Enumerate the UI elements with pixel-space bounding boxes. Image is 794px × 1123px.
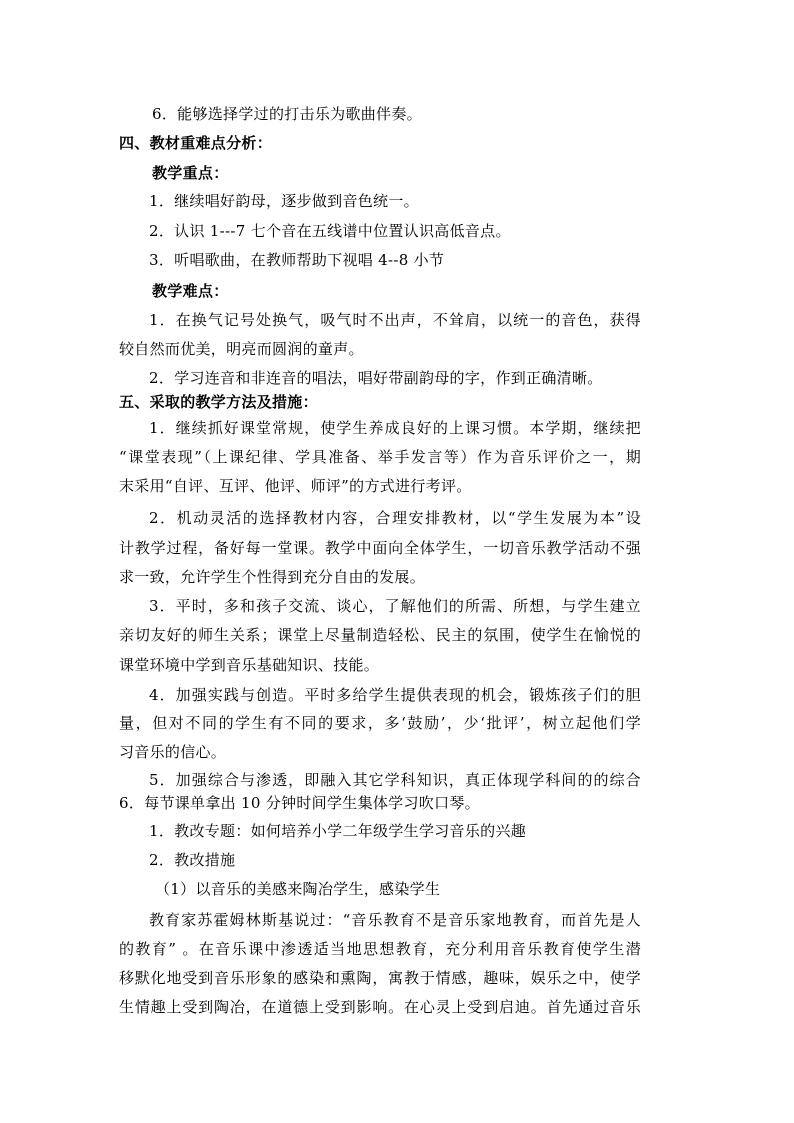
text-line: 较自然而优美，明亮而圆润的童声。 xyxy=(119,340,364,358)
text-line: 6．能够选择学过的打击乐为歌曲伴奏。 xyxy=(152,105,422,123)
text-line: 亲切友好的师生关系；课堂上尽量制造轻松、民主的氛围，使学生在愉悦的 xyxy=(119,626,641,644)
text-line: 3．平时，多和孩子交流、谈心，了解他们的所需、所想，与学生建立 xyxy=(149,597,641,615)
text-line: 5．加强综合与渗透，即融入其它学科知识，真正体现学科间的的综合 xyxy=(149,771,641,789)
text-line: 6．每节课单拿出 10 分钟时间学生集体学习吹口琴。 xyxy=(119,794,480,812)
sub-heading: 教学难点： xyxy=(152,282,229,300)
text-line: 求一致，允许学生个性得到充分自由的发展。 xyxy=(119,568,426,586)
text-line: （1）以音乐的美感来陶冶学生，感染学生 xyxy=(155,880,441,898)
text-line: 末采用“自评、互评、他评、师评”的方式进行考评。 xyxy=(119,477,472,495)
text-line: 4．加强实践与创造。平时多给学生提供表现的机会，锻炼孩子们的胆 xyxy=(149,686,641,704)
text-line: 1．继续唱好韵母，逐步做到音色统一。 xyxy=(149,192,419,210)
sub-heading: 教学重点： xyxy=(152,164,229,182)
text-line: 1．教改专题：如何培养小学二年级学生学习音乐的兴趣 xyxy=(149,822,527,840)
text-line: 1．继续抓好课堂常规，使学生养成良好的上课习惯。本学期，继续把 xyxy=(149,419,641,437)
text-line: 课堂环境中学到音乐基础知识、技能。 xyxy=(119,656,380,674)
text-line: 3．听唱歌曲，在教师帮助下视唱 4--8 小节 xyxy=(149,251,445,269)
text-line: 计教学过程，备好每一堂课。教学中面向全体学生，一切音乐教学活动不强 xyxy=(119,539,641,557)
text-line: 2．机动灵活的选择教材内容，合理安排教材，以“学生发展为本”设 xyxy=(149,509,641,527)
text-line: 移默化地受到音乐形象的感染和熏陶，寓教于情感，趣味，娱乐之中，使学 xyxy=(119,969,641,987)
text-line: 2．学习连音和非连音的唱法，唱好带副韵母的字，作到正确清晰。 xyxy=(149,369,603,387)
text-line: “课堂表现”（上课纪律、学具准备、举手发言等）作为音乐评价之一，期 xyxy=(119,448,641,466)
section-heading: 五、采取的教学方法及措施： xyxy=(119,393,318,411)
section-heading: 四、教材重难点分析： xyxy=(119,134,273,152)
text-line: 1．在换气记号处换气，吸气时不出声，不耸肩，以统一的音色，获得 xyxy=(149,311,641,329)
text-line: 2．认识 1---7 七个音在五线谱中位置认识高低音点。 xyxy=(149,222,511,240)
text-line: 2．教改措施 xyxy=(149,851,236,869)
text-line: 生情趣上受到陶冶，在道德上受到影响。在心灵上受到启迪。首先通过音乐 xyxy=(119,998,641,1016)
text-line: 的教育” 。在音乐课中渗透适当地思想教育，充分利用音乐教育使学生潜 xyxy=(119,940,641,958)
text-line: 量，但对不同的学生有不同的要求，多‘鼓励’，少‘批评’，树立起他们学 xyxy=(119,714,641,732)
text-line: 教育家苏霍姆林斯基说过：“音乐教育不是音乐家地教育，而首先是人 xyxy=(149,911,641,929)
text-line: 习音乐的信心。 xyxy=(119,743,227,761)
